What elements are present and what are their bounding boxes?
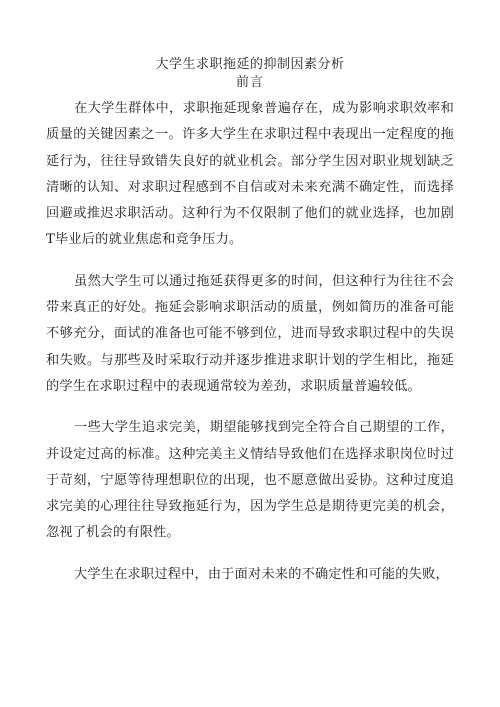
paragraph: 在大学生群体中，求职拖延现象普遍存在，成为影响求职效率和质量的关键因素之一。许多大学生在求职过程中表现出一定程度的拖延行为，往往导致错失良好的就业机会。部分学生因对职业规划缺乏清晰的认知、对求职过程感到不自信或对未来充满不确定性，而选择回避或推迟求职活动。这种行为不仅限制了他们的就业选择，也加剧T毕业后的就业焦虑和竞争压力。 — [46, 101, 454, 248]
section-heading: 前言 — [235, 75, 264, 90]
document-title: 大学生求职拖延的抑制因素分析 — [155, 57, 345, 72]
paragraph: 一些大学生追求完美，期望能够找到完全符合自己期望的工作，并设定过高的标准。这种完美主义情结导致他们在选择求职岗位时过于苛刻，宁愿等待理想职位的出现，也不愿意做出妥协。这种过度追求完美的心理往往导致拖延行为，因为学生总是期待更完美的机会，忽视了机会的有限性。 — [46, 420, 454, 541]
document-body — [46, 96, 454, 603]
paragraph: 虽然大学生可以通过拖延获得更多的时间，但这种行为往往不会带来真正的好处。拖延会影响求职活动的质量，例如简历的准备可能不够充分，面试的准备也可能不够到位，进而导致求职过程中的失误和失败。与那些及时采取行动并逐步推进求职计划的学生相比，拖延的学生在求职过程中的表现通常较为差劲，求职质量普遍较低。 — [46, 273, 454, 394]
paragraph: 大学生在求职过程中，由于面对未来的不确定性和可能的失败， — [74, 566, 449, 582]
